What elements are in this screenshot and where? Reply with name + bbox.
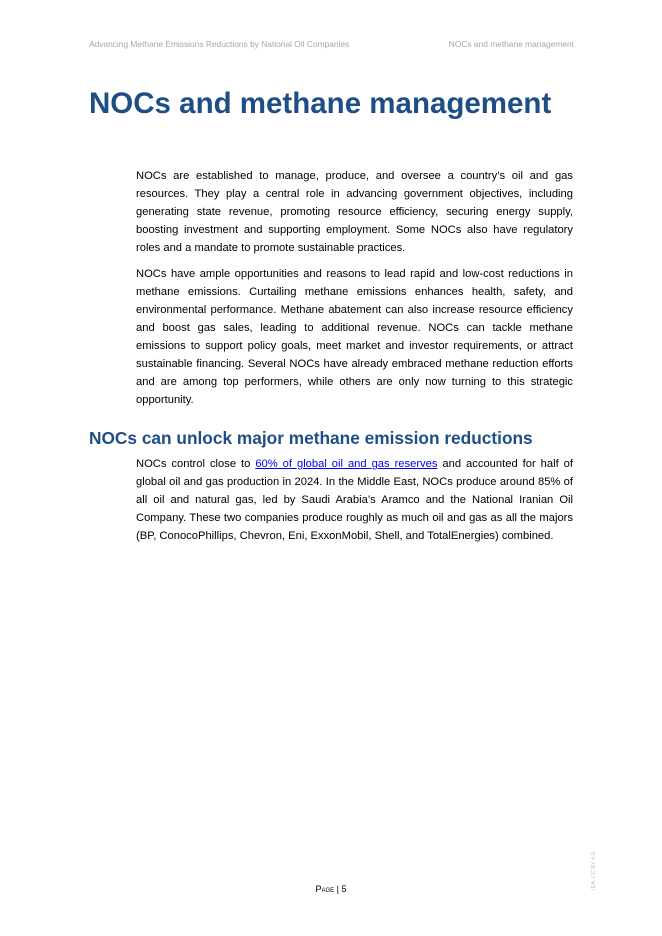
paragraph-text-after-link: and accounted for half of global oil and gas production in 2024. In the Middle East, NOCs produce around 85% of all oil and natural gas, led by Saudi Arabia’s Aramco and the National Iranian Oil Company. These two companies produce roughly as much oil and gas as all the majors (BP, ConocoPhillips, Chevron, Eni, ExxonMobil, Shell, and TotalEnergies) combined. [136,458,573,542]
body-paragraph-3 [136,455,573,545]
paragraph-text-before-link: NOCs control close to [136,458,256,470]
reserves-link[interactable]: 60% of global oil and gas reserves [255,458,438,470]
page-separator: | [334,884,342,894]
page-label: Page [315,884,335,894]
body-paragraph-2: NOCs have ample opportunities and reasons to lead rapid and low-cost reductions in methane emissions. Curtailing methane emissions enhances health, safety, and environmental performance. Methane abatement can also increase resource efficiency and boost gas sales, leading to additional revenue. NOCs can tackle methane emissions to support policy goals, meet market and investor requirements, or attract sustainable financing. Several NOCs have already embraced methane reduction efforts and are among top performers, while others are only now turning to this strategic opportunity. [136,268,573,406]
section-heading: NOCs can unlock major methane emission reductions [89,428,533,448]
page-number-value: 5 [341,884,347,894]
page-number [0,884,662,894]
header-document-title: Advancing Methane Emissions Reductions by National Oil Companies [89,39,350,49]
running-header [89,39,574,49]
page-title: NOCs and methane management [89,87,552,120]
license-watermark: IEA. CC BY 4.0. [591,850,597,890]
body-paragraph-1: NOCs are established to manage, produce, and oversee a country’s oil and gas resources. They play a central role in advancing government objectives, including generating state revenue, promoting resource efficiency, securing energy supply, boosting investment and supporting employment. Some NOCs also have regulatory roles and a mandate to promote sustainable practices. [136,170,573,254]
header-chapter-title: NOCs and methane management [448,39,574,49]
